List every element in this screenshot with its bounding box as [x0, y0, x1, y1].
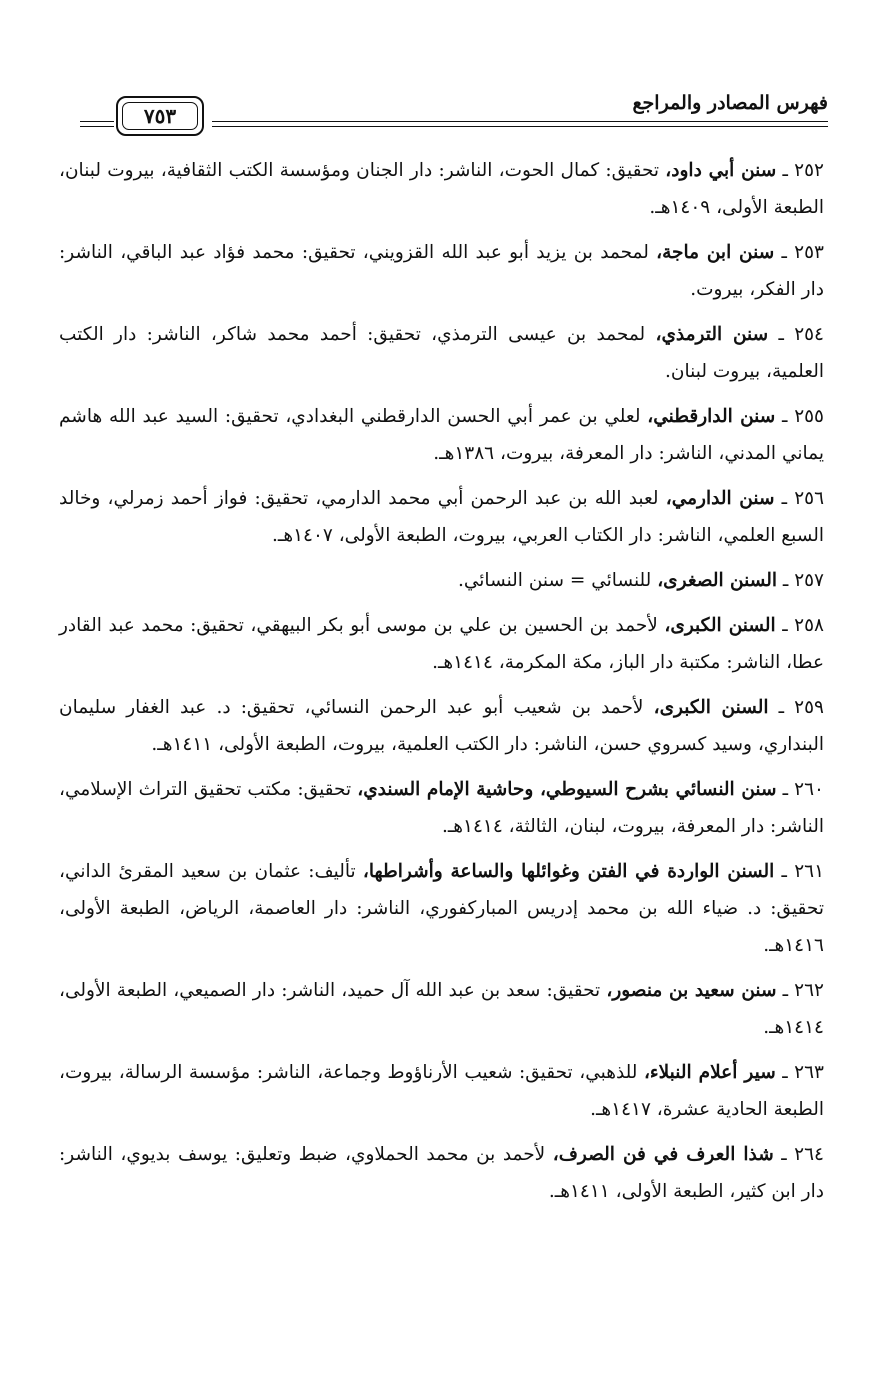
- entry-number: ٢٥٣ ـ: [781, 242, 824, 263]
- entry-title: السنن الصغرى،: [657, 570, 777, 591]
- bibliography-entry: [59, 152, 824, 226]
- entry-number: ٢٥٨ ـ: [782, 615, 824, 636]
- header-rule-left: [80, 121, 114, 122]
- entry-title: شذا العرف في فن الصرف،: [552, 1144, 774, 1165]
- bibliography-entry: [59, 562, 824, 599]
- entry-title: السنن الكبرى،: [664, 615, 776, 636]
- bibliography-entry: [59, 1136, 824, 1210]
- entry-details: تحقيق: سعد بن عبد الله آل حميد، الناشر: دار الصميعي، الطبعة الأولى، ١٤١٤هـ.: [59, 980, 824, 1038]
- page-header: [80, 90, 828, 140]
- entry-number: ٢٦٢ ـ: [782, 980, 824, 1001]
- bibliography-entry: [59, 1054, 824, 1128]
- bibliography-entry: [59, 316, 824, 390]
- entry-details: تحقيق: مكتب تحقيق التراث الإسلامي، الناشر: دار المعرفة، بيروت، لبنان، الثالثة، ١٤١٤هـ.: [59, 779, 824, 837]
- entry-number: ٢٥٤ ـ: [778, 324, 824, 345]
- entry-title: سنن الدارقطني،: [647, 406, 776, 427]
- entry-details: لأحمد بن الحسين بن علي بن موسى أبو بكر البيهقي، تحقيق: محمد عبد القادر عطا، الناشر: مكتبة دار الباز، مكة المكرمة، ١٤١٤هـ.: [59, 615, 824, 673]
- entry-details: لأحمد بن شعيب أبو عبد الرحمن النسائي، تحقيق: د. عبد الغفار سليمان البنداري، وسيد كسروي حسن، الناشر: دار الكتب العلمية، بيروت، الطبعة الأولى، ١٤١١هـ.: [59, 697, 824, 755]
- entry-title: سير أعلام النبلاء،: [643, 1062, 776, 1083]
- entry-number: ٢٥٥ ـ: [782, 406, 824, 427]
- entry-number: ٢٥٢ ـ: [782, 160, 824, 181]
- running-title: فهرس المصادر والمراجع: [632, 92, 828, 114]
- entry-number: ٢٦٤ ـ: [781, 1144, 824, 1165]
- page-number: ٧٥٣: [122, 102, 198, 130]
- bibliography-list: [59, 152, 824, 1218]
- header-rule: [212, 121, 828, 122]
- bibliography-entry: [59, 689, 824, 763]
- entry-number: ٢٥٦ ـ: [781, 488, 825, 509]
- entry-details: لمحمد بن يزيد أبو عبد الله القزويني، تحقيق: محمد فؤاد عبد الباقي، الناشر: دار الفكر، بيروت.: [59, 242, 824, 300]
- bibliography-entry: [59, 607, 824, 681]
- entry-number: ٢٥٩ ـ: [778, 697, 824, 718]
- bibliography-entry: [59, 480, 824, 554]
- entry-title: السنن الكبرى،: [653, 697, 769, 718]
- entry-title: سنن النسائي بشرح السيوطي، وحاشية الإمام السندي،: [357, 779, 777, 800]
- entry-title: سنن سعيد بن منصور،: [606, 980, 777, 1001]
- header-rule-left: [80, 126, 114, 127]
- bibliography-entry: [59, 398, 824, 472]
- entry-title: سنن أبي داود،: [665, 160, 777, 181]
- entry-details: تحقيق: كمال الحوت، الناشر: دار الجنان ومؤسسة الكتب الثقافية، بيروت لبنان، الطبعة الأولى، ١٤٠٩هـ.: [59, 160, 824, 218]
- bibliography-entry: [59, 234, 824, 308]
- bibliography-entry: [59, 771, 824, 845]
- entry-details: للنسائي = سنن النسائي.: [457, 570, 652, 591]
- bibliography-entry: [59, 853, 824, 964]
- bibliography-entry: [59, 972, 824, 1046]
- entry-details: تأليف: عثمان بن سعيد المقرئ الداني، تحقيق: د. ضياء الله بن محمد إدريس المباركفوري، الناشر: دار العاصمة، الرياض، الطبعة الأولى، ١٤١٦هـ.: [59, 861, 824, 956]
- entry-details: لعلي بن عمر أبي الحسن الدارقطني البغدادي، تحقيق: السيد عبد الله هاشم يماني المدني، الناشر: دار المعرفة، بيروت، ١٣٨٦هـ.: [59, 406, 824, 464]
- entry-title: سنن الدارمي،: [665, 488, 775, 509]
- header-rule: [212, 126, 828, 127]
- page-number-frame: [116, 96, 204, 136]
- entry-number: ٢٦٠ ـ: [782, 779, 824, 800]
- entry-number: ٢٦٣ ـ: [782, 1062, 824, 1083]
- entry-number: ٢٦١ ـ: [781, 861, 825, 882]
- entry-details: لمحمد بن عيسى الترمذي، تحقيق: أحمد محمد شاكر، الناشر: دار الكتب العلمية، بيروت لبنان.: [59, 324, 824, 382]
- entry-title: سنن الترمذي،: [655, 324, 769, 345]
- entry-details: للذهبي، تحقيق: شعيب الأرناؤوط وجماعة، الناشر: مؤسسة الرسالة، بيروت، الطبعة الحادية عشرة، ١٤١٧هـ.: [59, 1062, 824, 1120]
- entry-title: سنن ابن ماجة،: [656, 242, 775, 263]
- entry-details: لعبد الله بن عبد الرحمن أبي محمد الدارمي، تحقيق: فواز أحمد زمرلي، وخالد السبع العلمي، الناشر: دار الكتاب العربي، بيروت، الطبعة الأولى، ١٤٠٧هـ.: [59, 488, 824, 546]
- entry-title: السنن الواردة في الفتن وغوائلها والساعة وأشراطها،: [362, 861, 775, 882]
- entry-number: ٢٥٧ ـ: [782, 570, 824, 591]
- entry-details: لأحمد بن محمد الحملاوي، ضبط وتعليق: يوسف بديوي، الناشر: دار ابن كثير، الطبعة الأولى، ١٤١١هـ.: [59, 1144, 824, 1202]
